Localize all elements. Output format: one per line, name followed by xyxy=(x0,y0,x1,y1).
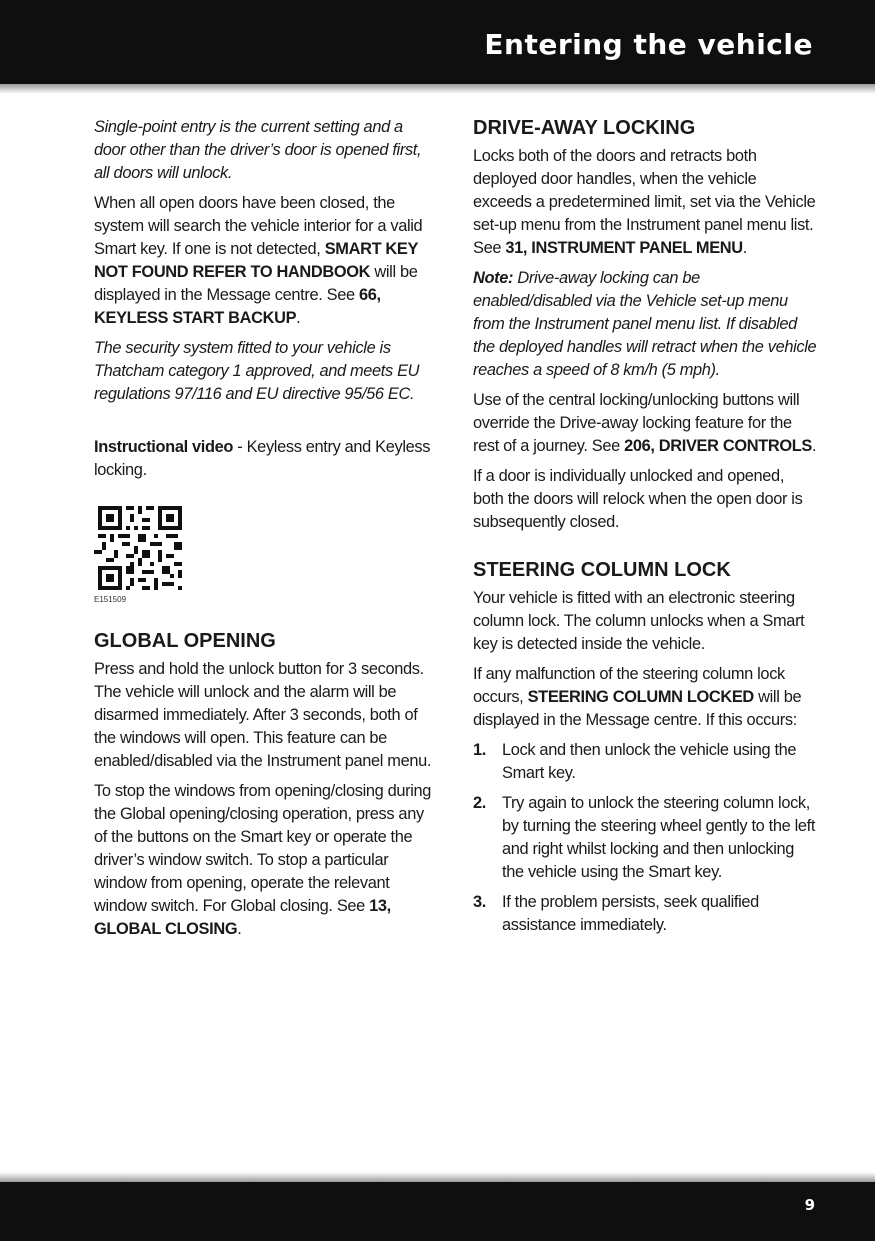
page-header xyxy=(0,0,875,84)
drive-away-locking-heading: DRIVE-AWAY LOCKING xyxy=(473,117,696,139)
drive-away-note: Note: Drive-away locking can be enabled/disabled via the Vehicle set-up menu from the Instrument panel menu list. If disabled the deployed handles will retract when the vehicle reaches a speed of 8 km/h (5 mph). xyxy=(473,269,817,379)
qr-caption: E151509 xyxy=(94,595,127,604)
instructional-video-paragraph: Instructional video - Keyless entry and Keyless locking. xyxy=(94,438,431,479)
instructional-video-label: Instructional video xyxy=(94,438,234,456)
steering-column-lock-heading: STEERING COLUMN LOCK xyxy=(473,559,731,581)
steering-malfunction-paragraph: If any malfunction of the steering column lock occurs, STEERING COLUMN LOCKED will be displayed in the Message centre. If this occurs: xyxy=(473,665,802,729)
page-number: 9 xyxy=(804,1196,815,1214)
global-opening-paragraph: Press and hold the unlock button for 3 seconds. The vehicle will unlock and the alarm will be disarmed immediately. After 3 seconds, both of the windows will open. This feature can be enabled/disabled via the Instrument panel menu. xyxy=(94,660,432,770)
relock-paragraph: If a door is individually unlocked and opened, both the doors will relock when the open door is subsequently closed. xyxy=(473,467,803,531)
step-text: Try again to unlock the steering column lock, by turning the steering wheel gently to the left and right whilst locking and then unlocking the vehicle using the Smart key. xyxy=(502,794,816,881)
global-opening-heading: GLOBAL OPENING xyxy=(94,630,276,652)
step-number: 2. xyxy=(473,794,486,812)
keyless-start-backup-link[interactable]: 66, KEYLESS START BACKUP xyxy=(94,286,381,327)
smart-key-paragraph: When all open doors have been closed, the system will search the vehicle interior for a valid Smart key. If one is not detected, SMART KEY NOT FOUND REFER TO HANDBOOK will be displayed in the Message centre. See 66, KEYLESS START BACKUP. xyxy=(94,194,423,327)
footer-divider xyxy=(0,1172,875,1182)
step-text: If the problem persists, seek qualified assistance immediately. xyxy=(502,893,759,934)
single-point-entry-note: Single-point entry is the current setting and a door other than the driver’s door is opened first, all doors will unlock. xyxy=(94,118,422,182)
step-number: 3. xyxy=(473,893,486,911)
right-column xyxy=(473,116,818,944)
left-column xyxy=(94,116,436,948)
drive-away-paragraph: Locks both of the doors and retracts both deployed door handles, when the vehicle exceeds a predetermined limit, set via the Vehicle set-up menu from the Instrument panel menu list. See 31, INSTRUMENT PANEL MENU. xyxy=(473,147,816,257)
page-title: Entering the vehicle xyxy=(484,28,813,61)
smart-key-not-found-message: SMART KEY NOT FOUND REFER TO HANDBOOK xyxy=(94,240,418,281)
note-label: Note: xyxy=(473,269,514,287)
steering-column-locked-message: STEERING COLUMN LOCKED xyxy=(527,688,754,706)
steering-steps-list xyxy=(473,739,818,937)
qr-code-figure xyxy=(94,502,194,605)
header-divider xyxy=(0,84,875,94)
qr-code-icon[interactable] xyxy=(94,502,186,594)
page-footer xyxy=(0,1182,875,1241)
list-item xyxy=(473,792,818,884)
step-text: Lock and then unlock the vehicle using the Smart key. xyxy=(502,741,797,782)
list-item xyxy=(473,739,818,785)
security-system-note: The security system fitted to your vehicle is Thatcham category 1 approved, and meets EU regulations 97/116 and EU directive 95/56 EC. xyxy=(94,339,420,403)
steering-lock-paragraph: Your vehicle is fitted with an electronic steering column lock. The column unlocks when a Smart key is detected inside the vehicle. xyxy=(473,589,805,653)
global-closing-link[interactable]: 13, GLOBAL CLOSING xyxy=(94,897,391,938)
list-item xyxy=(473,891,818,937)
driver-controls-link[interactable]: 206, DRIVER CONTROLS xyxy=(624,437,812,455)
instrument-panel-menu-link[interactable]: 31, INSTRUMENT PANEL MENU xyxy=(505,239,743,257)
stop-windows-paragraph: To stop the windows from opening/closing during the Global opening/closing operation, press any of the buttons on the Smart key or operate the driver’s window switch. To stop a particular window from opening, operate the relevant window switch. For Global closing. See 13, GLOBAL CLOSING. xyxy=(94,782,432,938)
step-number: 1. xyxy=(473,741,486,759)
central-locking-paragraph: Use of the central locking/unlocking buttons will override the Drive-away locking feature for the rest of a journey. See 206, DRIVER CONTROLS. xyxy=(473,391,817,455)
